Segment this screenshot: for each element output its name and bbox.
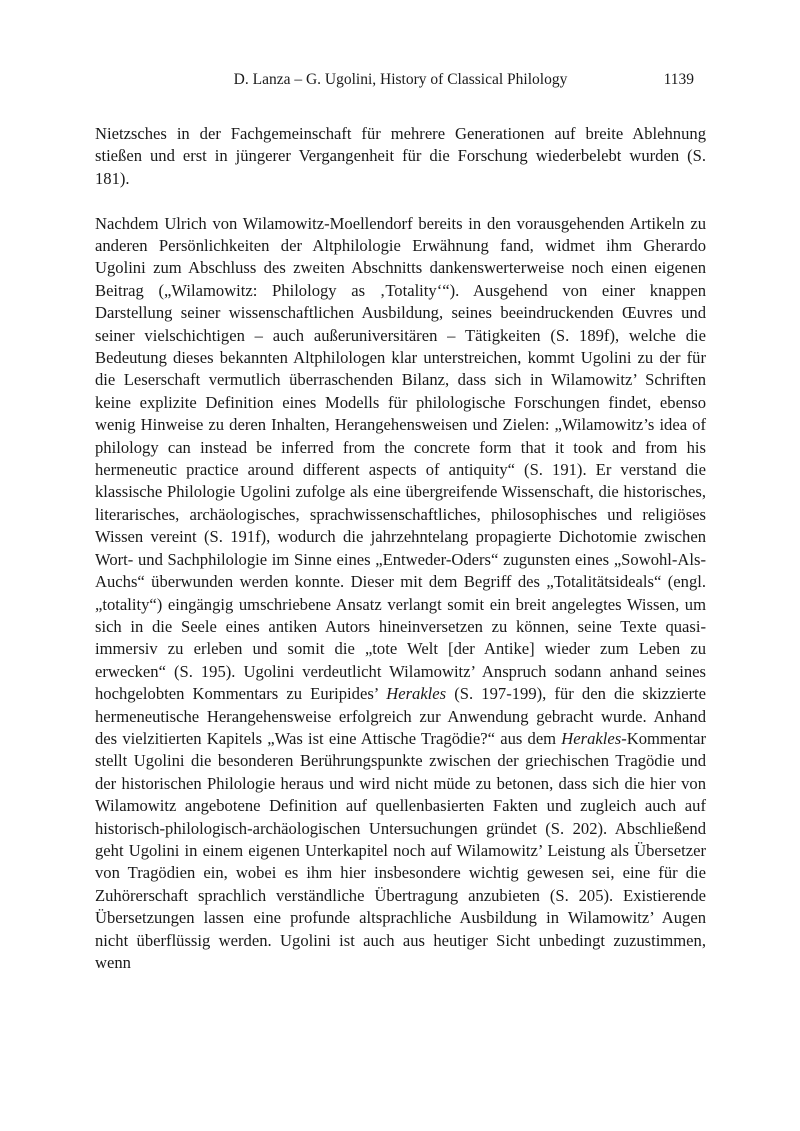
text-run: (S. 197-199), für den die skizzierte hermeneutische Herangehensweise erfolgreich zur Anwendung gebracht wurde. Anhand des vielzitierten Kapitels „Was ist eine Attische Tragödie?“ aus dem [95, 684, 706, 748]
book-title-herakles: Herakles [386, 684, 447, 704]
paragraph-continuation: Nietzsches in der Fachgemeinschaft für mehrere Generationen auf breite Ablehnung stießen und erst in jüngerer Vergangenheit für die Forschung wiederbelebt wurden (S. 181). [95, 124, 706, 188]
paragraph-wilamowitz [95, 213, 706, 975]
running-title: D. Lanza – G. Ugolini, History of Classical Philology [233, 71, 568, 88]
running-header [95, 70, 706, 90]
page-number: 1139 [663, 71, 694, 88]
text-run: -Kommentar stellt Ugolini die besonderen Berührungspunkte zwischen der griechischen Tragödie und der historischen Philologie heraus und wird nicht müde zu betonen, dass sich die hier von Wilamowitz angebotene Definition auf quellenbasierten Fakten und zugleich auch auf historisch-philologisch-archäologischen Untersuchungen gründet (S. 202). Abschließend geht Ugolini in einem eigenen Unterkapitel noch auf Wilamowitz’ Leistung als Übersetzer von Tragödien ein, wobei es ihm hier insbesondere wichtig gewesen sei, eine für die Zuhörerschaft sprachlich verständliche Übertragung anzubieten (S. 205). Existierende Übersetzungen lassen eine profunde altsprachliche Ausbildung in Wilamowitz’ Augen nicht überflüssig werden. Ugolini ist auch aus heutiger Sicht unbedingt zuzustimmen, wenn [95, 728, 706, 973]
book-title-herakles: Herakles [561, 728, 622, 748]
review-body [95, 123, 706, 974]
text-run: Nachdem Ulrich von Wilamowitz-Moellendorf bereits in den vorausgehenden Artikeln zu anderen Persönlichkeiten der Altphilologie Erwähnung fand, widmet ihm Gherardo Ugolini zum Abschluss des zweiten Abschnitts dankenswerterweise noch einen eigenen Beitrag („Wilamowitz: Philology as ‚Totality‘“). Ausgehend von einer knappen Darstellung seiner wissenschaftlichen Ausbildung, seines beeindruckenden Œuvres und seiner vielschichtigen – auch außeruniversitären – Tätigkeiten (S. 189f), welche die Bedeutung dieses bekannten Altphilologen klar unterstreichen, kommt Ugolini zu der für die Leserschaft vermutlich überraschenden Bilanz, dass sich in Wilamowitz’ Schriften keine explizite Definition eines Modells für philologische Forschungen findet, ebenso wenig Hinweise zu deren Inhalten, Herangehensweisen und Zielen: „Wilamowitz’s idea of philology can instead be inferred from the concrete form that it took and from his hermeneutic practice around different aspects of antiquity“ (S. 191). Er verstand die klassische Philologie Ugolini zufolge als eine übergreifende Wissenschaft, die historisches, literarisches, archäologisches, sprachwissenschaftliches, philosophisches und religiöses Wissen vereint (S. 191f), wodurch die jahrzehntelang propagierte Dichotomie zwischen Wort- und Sachphilologie im Sinne eines „Entweder-Oders“ zugunsten eines „Sowohl-Als-Auchs“ überwunden werden konnte. Dieser mit dem Begriff des „Totalitätsideals“ (engl. „totality“) eingängig umschriebene Ansatz verlangt somit ein breit angelegtes Wissen, um sich in die Seele eines antiken Autors hineinversetzen zu können, seine Texte quasi-immersiv zu erleben und somit die „tote Welt [der Antike] wieder zum Leben zu erwecken“ (S. 195). Ugolini verdeutlicht Wilamowitz’ Anspruch sodann anhand seines hochgelobten Kommentars zu Euripides’ [95, 213, 706, 704]
